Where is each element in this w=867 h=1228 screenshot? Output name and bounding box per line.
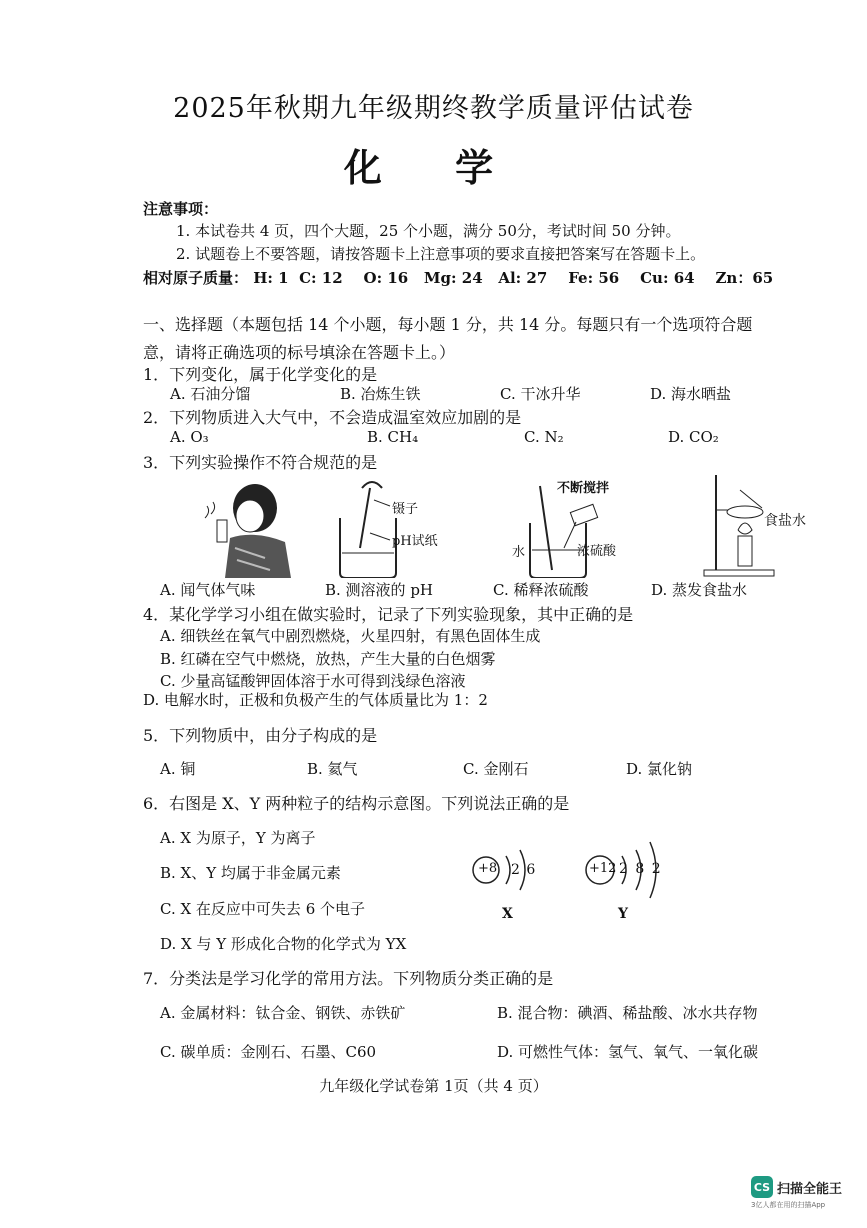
atom-x-label: X: [502, 906, 513, 922]
question-7-option-c: C. 碳单质：金刚石、石墨、C60: [160, 1043, 377, 1061]
question-6-option-d: D. X 与 Y 形成化合物的化学式为 YX: [160, 935, 407, 953]
question-7-option-a: A. 金属材料：钛合金、钢铁、赤铁矿: [160, 1004, 406, 1022]
question-4-stem: 4．某化学学习小组在做实验时，记录了下列实验现象，其中正确的是: [143, 605, 634, 624]
question-7-stem: 7．分类法是学习化学的常用方法。下列物质分类正确的是: [143, 969, 554, 988]
ph-test-figure: [330, 478, 450, 578]
question-6-stem: 6．右图是 X、Y 两种粒子的结构示意图。下列说法正确的是: [143, 794, 570, 813]
scanner-tagline: 3亿人都在用的扫描App: [751, 1201, 826, 1209]
question-5-option-a: A. 铜: [160, 760, 196, 778]
question-1-stem: 1．下列变化，属于化学变化的是: [143, 365, 378, 384]
question-3-option-c: C. 稀释浓硫酸: [493, 581, 589, 599]
atom-y-nucleus: +12: [589, 861, 617, 876]
question-6-option-c: C. X 在反应中可失去 6 个电子: [160, 900, 366, 918]
atomic-mass-cu: Cu: 64: [640, 269, 695, 287]
scanner-logo-icon: CS: [751, 1176, 773, 1198]
question-5-option-b: B. 氦气: [307, 760, 358, 778]
question-4-option-d: D. 电解水时，正极和负极产生的气体质量比为 1：2: [143, 691, 488, 709]
scanner-watermark: [751, 1176, 842, 1210]
section-1-heading-cont: 意，请将正确选项的标号填涂在答题卡上。）: [143, 343, 456, 362]
atomic-mass-label: 相对原子质量：: [143, 269, 249, 287]
question-2-option-a: A. O₃: [170, 428, 209, 446]
ph-paper-label: pH试纸: [392, 534, 438, 549]
notice-item-2: 2. 试题卷上不要答题，请按答题卡上注意事项的要求直接把答案写在答题卡上。: [176, 245, 706, 263]
exam-title: 2025年秋期九年级期终教学质量评估试卷: [173, 93, 694, 124]
notice-item-1: 1. 本试卷共 4 页，四个大题，25 个小题，满分 50分，考试时间 50 分钟。: [176, 222, 681, 240]
question-2-option-d: D. CO₂: [668, 428, 719, 446]
water-label: 水: [512, 545, 526, 560]
question-5-option-c: C. 金刚石: [463, 760, 529, 778]
question-2-option-c: C. N₂: [524, 428, 564, 446]
page-footer: 九年级化学试卷第 1页（共 4 页）: [319, 1077, 548, 1095]
atomic-mass-h: H: 1: [253, 269, 289, 287]
atomic-mass-row: [143, 267, 773, 288]
smell-gas-figure: [195, 478, 305, 578]
question-1-option-d: D. 海水晒盐: [650, 385, 732, 403]
question-4-option-b: B. 红磷在空气中燃烧，放热，产生大量的白色烟雾: [160, 650, 496, 668]
question-4-option-c: C. 少量高锰酸钾固体溶于水可得到浅绿色溶液: [160, 672, 466, 690]
question-1-option-c: C. 干冰升华: [500, 385, 581, 403]
question-3-option-b: B. 测溶液的 pH: [325, 581, 434, 599]
question-5-option-d: D. 氯化钠: [626, 760, 693, 778]
question-5-stem: 5．下列物质中，由分子构成的是: [143, 726, 378, 745]
atom-y-label: Y: [618, 906, 628, 922]
atomic-mass-c: C: 12: [299, 269, 343, 287]
atomic-mass-mg: Mg: 24: [423, 269, 483, 287]
question-3-stem: 3．下列实验操作不符合规范的是: [143, 453, 378, 472]
question-2-option-b: B. CH₄: [367, 428, 419, 446]
question-4-option-a: A. 细铁丝在氧气中剧烈燃烧，火星四射，有黑色固体生成: [160, 627, 541, 645]
question-3-option-d: D. 蒸发食盐水: [651, 581, 748, 599]
subject-title: 化 学: [343, 145, 524, 190]
question-1-option-b: B. 冶炼生铁: [340, 385, 421, 403]
atom-y-shells: 2 8 2: [619, 861, 661, 877]
atomic-mass-al: Al: 27: [498, 269, 548, 287]
scanner-app-name: 扫描全能王: [777, 1181, 843, 1197]
question-3-option-a: A. 闻气体气味: [160, 581, 256, 599]
atom-x-nucleus: +8: [478, 861, 498, 876]
acid-label: 浓硫酸: [577, 544, 617, 559]
atomic-mass-zn: Zn：65: [715, 269, 774, 287]
tweezers-label: 镊子: [392, 502, 419, 517]
question-7-option-b: B. 混合物：碘酒、稀盐酸、冰水共存物: [497, 1004, 758, 1022]
section-1-heading: 一、选择题（本题包括 14 个小题，每小题 1 分，共 14 分。每题只有一个选项符合题: [143, 315, 753, 334]
question-6-option-a: A. X 为原子，Y 为离子: [160, 829, 316, 847]
salt-water-label: 食盐水: [764, 513, 806, 529]
question-7-option-d: D. 可燃性气体：氢气、氧气、一氧化碳: [497, 1043, 759, 1061]
question-6-option-b: B. X、Y 均属于非金属元素: [160, 864, 341, 882]
atomic-mass-fe: Fe: 56: [568, 269, 620, 287]
atomic-mass-o: O: 16: [363, 269, 409, 287]
question-1-option-a: A. 石油分馏: [170, 385, 251, 403]
atom-x-shells: 2 6: [511, 862, 536, 878]
stir-label: 不断搅拌: [557, 481, 610, 496]
notice-heading: 注意事项：: [143, 200, 219, 218]
question-2-stem: 2．下列物质进入大气中，不会造成温室效应加剧的是: [143, 408, 522, 427]
